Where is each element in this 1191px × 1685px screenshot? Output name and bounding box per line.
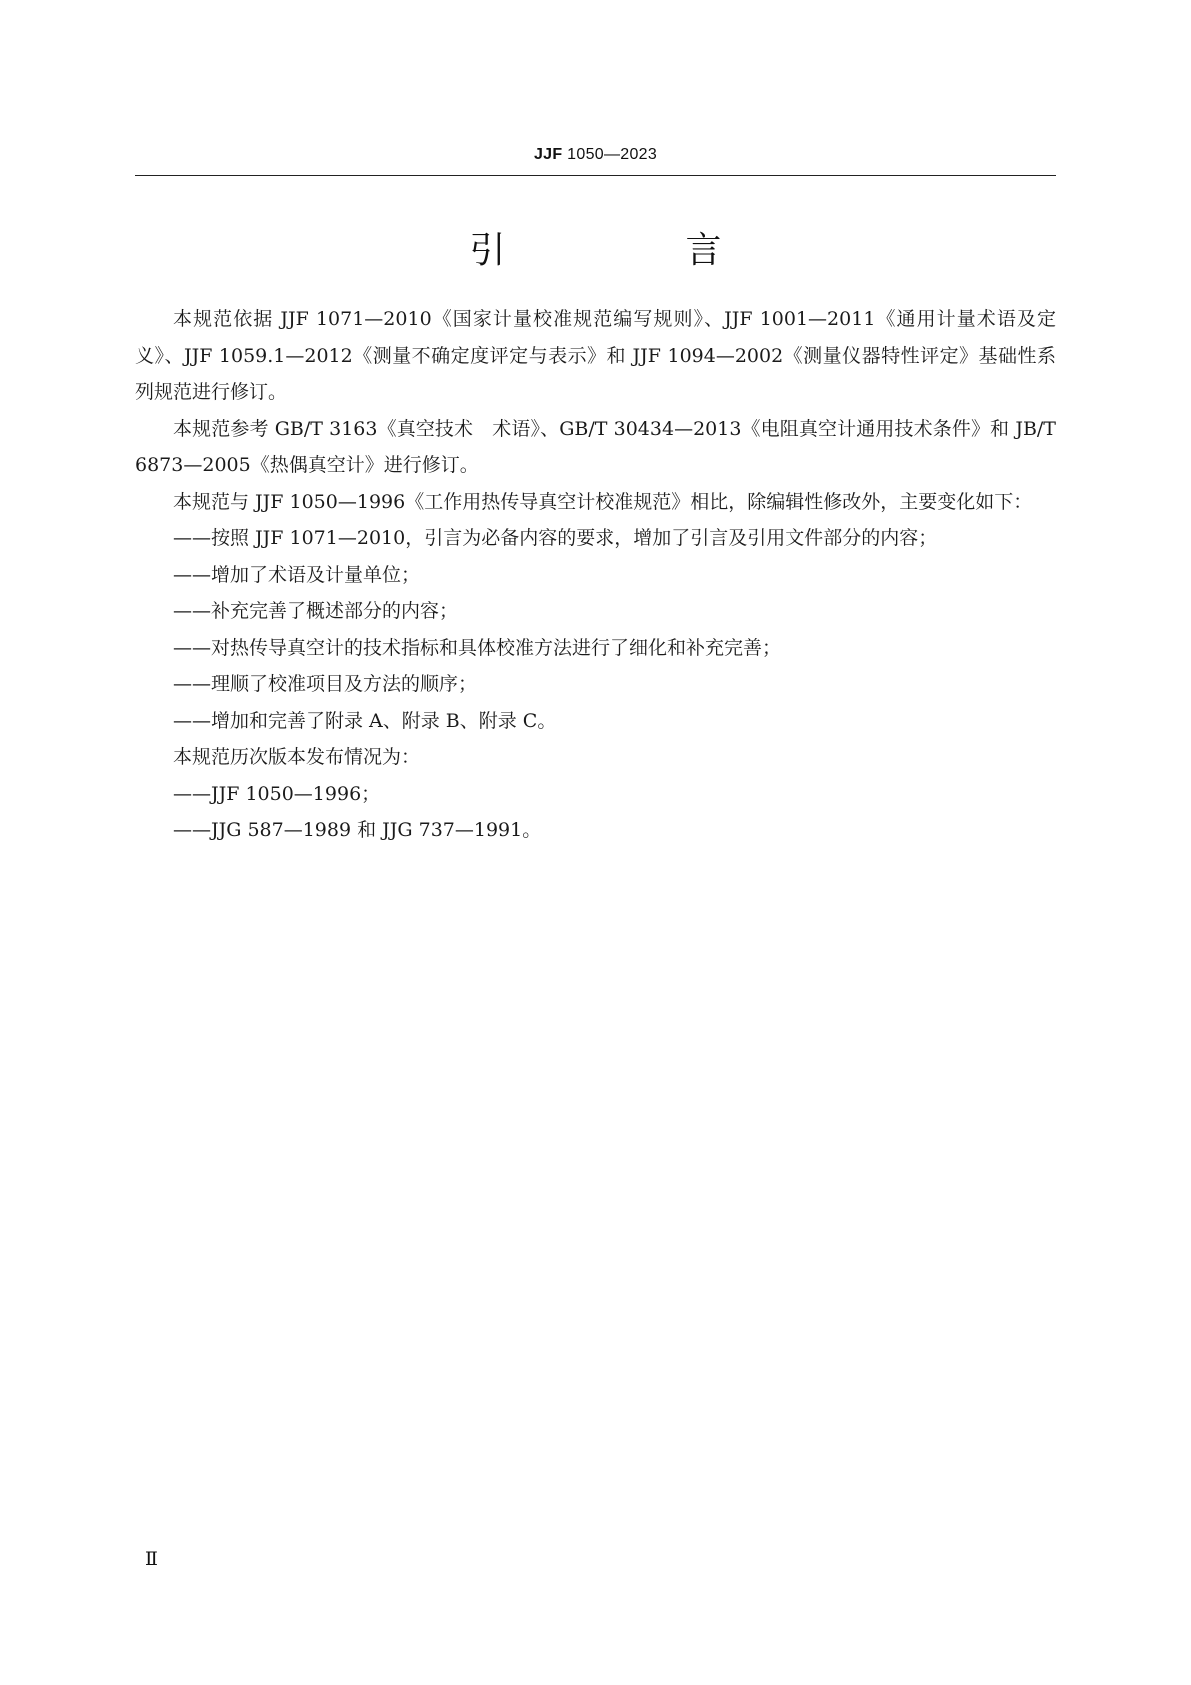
header-code: JJF [533,146,563,163]
header-number: 1050—2023 [567,146,658,163]
paragraph-changes-intro: 本规范与 JJF 1050—1996《工作用热传导真空计校准规范》相比，除编辑性修改外，主要变化如下： [173,490,1033,513]
history-item: ——JJF 1050—1996； [173,782,381,805]
list-item: ——增加和完善了附录 A、附录 B、附录 C。 [173,709,557,732]
header-rule [135,175,1056,176]
list-item: ——对热传导真空计的技术指标和具体校准方法进行了细化和补充完善； [173,636,782,659]
running-header [135,146,1056,164]
body-text [135,301,1056,849]
list-item: ——增加了术语及计量单位； [173,563,421,586]
list-item: ——补充完善了概述部分的内容； [173,600,459,622]
paragraph-history-intro: 本规范历次版本发布情况为： [173,746,421,768]
history-item: ——JJG 587—1989 和 JJG 737—1991。 [173,819,542,841]
paragraph-references: 本规范参考 GB/T 3163《真空技术 术语》、GB/T 30434—2013《电阻真空计通用技术条件》和 JB/T 6873—2005《热偶真空计》进行修订。 [135,417,1056,476]
list-item: ——理顺了校准项目及方法的顺序； [173,673,478,695]
page-number: Ⅱ [145,1548,158,1570]
paragraph-basis: 本规范依据 JJF 1071—2010《国家计量校准规范编写规则》、JJF 1001—2011《通用计量术语及定义》、JJF 1059.1—2012《测量不确定度评定与表示》和 JJF 1094—2002《测量仪器特性评定》基础性系列规范进行修订。 [135,308,1056,403]
page-title: 引 言 [469,230,794,271]
list-item: ——按照 JJF 1071—2010，引言为必备内容的要求，增加了引言及引用文件部分的内容； [173,527,938,549]
